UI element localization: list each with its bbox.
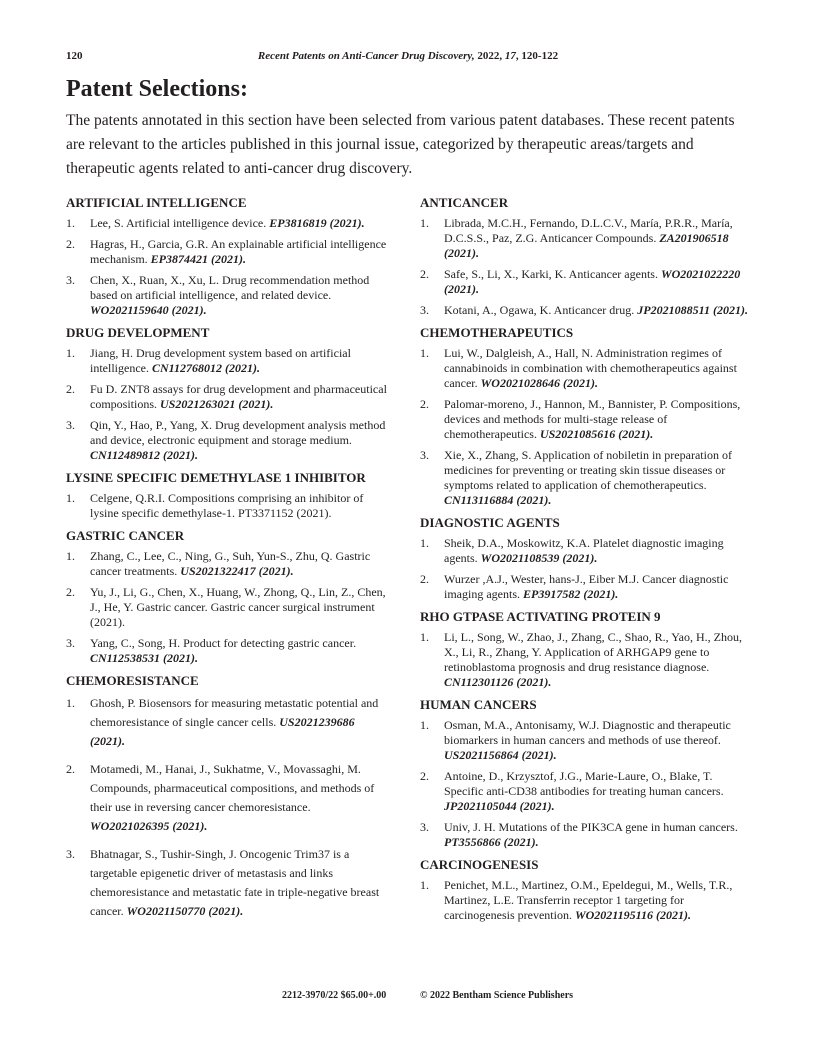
patent-number: WO2021195116 (2021).	[574, 908, 691, 922]
entry-citation: Yang, C., Song, H. Product for detecting gastric cancer.	[90, 636, 357, 650]
entry-citation: Chen, X., Ruan, X., Xu, L. Drug recommendation method based on artificial intelligence, and related device.	[90, 273, 370, 302]
patent-entry	[420, 878, 750, 923]
section-heading: DIAGNOSTIC AGENTS	[420, 515, 560, 530]
entry-citation: Penichet, M.L., Martinez, O.M., Epeldegui, M., Wells, T.R., Martinez, L.E. Transferrin receptor 1 targeting for carcinogenesis prevention.	[444, 878, 733, 922]
patent-entry	[66, 491, 388, 521]
patent-section	[420, 194, 750, 318]
entry-citation: Lee, S. Artificial intelligence device.	[90, 216, 270, 230]
patent-entry	[66, 346, 388, 376]
patent-section	[66, 324, 388, 463]
patent-number: CN112768012 (2021).	[151, 361, 260, 375]
entry-number: 1.	[420, 216, 429, 230]
entry-number: 2.	[420, 267, 429, 281]
entry-number: 1.	[420, 718, 429, 732]
patent-number: EP3874421 (2021).	[150, 252, 246, 266]
patent-number: WO2021108539 (2021).	[480, 551, 598, 565]
patent-number: ZA201906518 (2021).	[444, 231, 729, 260]
entry-citation: Fu D. ZNT8 assays for drug development and pharmaceutical compositions.	[90, 382, 387, 411]
entry-citation: Bhatnagar, S., Tushir-Singh, J. Oncogenic Trim37 is a targetable epigenetic driver of metastasis and links chemoresistance and metastatic fate in triple-negative breast cancer.	[90, 847, 380, 918]
entry-citation: Univ, J. H. Mutations of the PIK3CA gene in human cancers.	[444, 820, 738, 834]
patent-list	[66, 346, 388, 463]
left-column	[66, 194, 388, 930]
patent-list	[420, 630, 750, 690]
entry-number: 1.	[420, 878, 429, 892]
entry-citation: Zhang, C., Lee, C., Ning, G., Suh, Yun-S., Zhu, Q. Gastric cancer treatments.	[90, 549, 371, 578]
patent-section	[66, 672, 388, 921]
section-heading: ANTICANCER	[420, 195, 509, 210]
issn-price: 2212-3970/22 $65.00+.00	[282, 990, 387, 1001]
entry-number: 2.	[66, 585, 75, 599]
patent-entry	[420, 303, 750, 318]
patent-entry	[66, 216, 388, 231]
patent-entry	[420, 267, 750, 297]
section-heading: RHO GTPASE ACTIVATING PROTEIN 9	[420, 609, 661, 624]
patent-number: WO2021150770 (2021).	[126, 904, 244, 918]
patent-entry	[420, 397, 750, 442]
entry-citation: Qin, Y., Hao, P., Yang, X. Drug development analysis method and device, electronic equipment and storage medium.	[90, 418, 386, 447]
copyright-notice: © 2022 Bentham Science Publishers	[420, 990, 574, 1001]
section-heading: HUMAN CANCERS	[420, 697, 537, 712]
patent-section	[420, 856, 750, 923]
page-footer	[0, 990, 816, 1004]
patent-entry	[66, 549, 388, 579]
patent-number: US2021322417 (2021).	[180, 564, 294, 578]
patent-number: CN112538531 (2021).	[90, 651, 198, 665]
intro-paragraph: The patents annotated in this section have been selected from various patent databases. These recent patents are relevant to the articles published in this journal issue, categorized by therapeutic areas/targets and therapeutic agents related to anti-cancer drug discovery.	[66, 112, 735, 177]
entry-number: 3.	[66, 847, 75, 861]
entry-number: 2.	[420, 769, 429, 783]
entry-citation: Wurzer ,A.J., Wester, hans-J., Eiber M.J. Cancer diagnostic imaging agents.	[444, 572, 729, 601]
entry-number: 3.	[420, 820, 429, 834]
section-heading: DRUG DEVELOPMENT	[66, 325, 210, 340]
patent-number: EP3816819 (2021).	[269, 216, 365, 230]
entry-number: 3.	[420, 448, 429, 462]
entry-citation: Safe, S., Li, X., Karki, K. Anticancer agents.	[444, 267, 661, 281]
patent-section	[420, 608, 750, 690]
patent-number: WO2021159640 (2021).	[90, 303, 207, 317]
patent-entry	[66, 418, 388, 463]
patent-list	[66, 694, 388, 921]
patent-list	[66, 549, 388, 666]
page-title: Patent Selections:	[66, 76, 248, 102]
patent-entry	[66, 237, 388, 267]
patent-number: CN112301126 (2021).	[444, 675, 552, 689]
entry-number: 1.	[66, 346, 75, 360]
patent-entry	[420, 718, 750, 763]
entry-number: 3.	[66, 273, 75, 287]
patent-number: US2021156864 (2021).	[444, 748, 557, 762]
patent-section	[420, 514, 750, 602]
patent-number: US2021239686 (2021).	[90, 715, 355, 748]
patent-number: US2021085616 (2021).	[539, 427, 654, 441]
patent-list	[420, 346, 750, 508]
patent-list	[66, 216, 388, 318]
page-number: 120	[66, 50, 83, 62]
section-heading: LYSINE SPECIFIC DEMETHYLASE 1 INHIBITOR	[66, 470, 366, 485]
entry-number: 2.	[420, 572, 429, 586]
entry-citation: Jiang, H. Drug development system based on artificial intelligence.	[90, 346, 351, 375]
patent-entry	[66, 585, 388, 630]
patent-list	[420, 718, 750, 850]
patent-entry	[66, 694, 388, 751]
entry-number: 1.	[66, 549, 75, 563]
entry-citation: Yu, J., Li, G., Chen, X., Huang, W., Zhong, Q., Lin, Z., Chen, J., He, Y. Gastric cancer. Gastric cancer surgical instrument (2021).	[90, 585, 386, 629]
patent-number: CN113116884 (2021).	[444, 493, 552, 507]
patent-list	[66, 491, 388, 521]
entry-number: 2.	[66, 762, 75, 776]
entry-number: 1.	[420, 346, 429, 360]
entry-number: 1.	[66, 491, 75, 505]
patent-entry	[420, 820, 750, 850]
patent-number: JP2021105044 (2021).	[444, 799, 555, 813]
journal-volume: 17	[504, 50, 516, 62]
patent-section	[66, 469, 388, 521]
entry-number: 3.	[66, 636, 75, 650]
section-heading: ARTIFICIAL INTELLIGENCE	[66, 195, 247, 210]
patent-entry	[420, 630, 750, 690]
section-heading: CARCINOGENESIS	[420, 857, 539, 872]
entry-citation: Palomar-moreno, J., Hannon, M., Bannister, P. Compositions, devices and methods for multi-stage release of chemotherapeutics.	[444, 397, 741, 441]
entry-number: 2.	[420, 397, 429, 411]
patent-entry	[66, 760, 388, 836]
patent-entry	[420, 346, 750, 391]
patent-entry	[66, 845, 388, 921]
patent-number: WO2021026395 (2021).	[90, 819, 208, 833]
patent-entry	[420, 448, 750, 508]
entry-citation: Osman, M.A., Antonisamy, W.J. Diagnostic and therapeutic biomarkers in human cancers and methods of use thereof.	[444, 718, 731, 747]
right-column	[420, 194, 750, 929]
section-heading: GASTRIC CANCER	[66, 528, 185, 543]
patent-entry	[420, 769, 750, 814]
entry-citation: Li, L., Song, W., Zhao, J., Zhang, C., Shao, R., Yao, H., Zhou, X., Li, R., Zhang, Y. Application of ARHGAP9 gene to retinoblastoma prognosis and drug resistance diagnose.	[444, 630, 743, 674]
entry-citation: Xie, X., Zhang, S. Application of nobiletin in preparation of medicines for preventing or treating skin tissue diseases or symptoms related to application of chemotherapeutics.	[444, 448, 732, 492]
entry-citation: Motamedi, M., Hanai, J., Sukhatme, V., Movassaghi, M. Compounds, pharmaceutical compositions, and methods of their use in reversing cancer chemoresistance.	[90, 762, 375, 814]
journal-year: 2022,	[474, 50, 505, 62]
patent-entry	[420, 572, 750, 602]
patent-section	[420, 696, 750, 850]
journal-pages: , 120-122	[515, 50, 559, 62]
entry-citation: Celgene, Q.R.I. Compositions comprising an inhibitor of lysine specific demethylase-1. PT3371152 (2021).	[90, 491, 364, 520]
entry-number: 2.	[66, 237, 75, 251]
entry-number: 1.	[66, 216, 75, 230]
patent-number: EP3917582 (2021).	[522, 587, 619, 601]
patent-list	[420, 216, 750, 318]
entry-citation: Ghosh, P. Biosensors for measuring metastatic potential and chemoresistance of single cancer cells.	[90, 696, 379, 729]
entry-citation: Sheik, D.A., Moskowitz, K.A. Platelet diagnostic imaging agents.	[444, 536, 724, 565]
entry-citation: Lui, W., Dalgleish, A., Hall, N. Administration regimes of cannabinoids in combination with chemotherapeutics against cancer.	[444, 346, 737, 390]
patent-number: PT3556866 (2021).	[444, 835, 539, 849]
running-head	[66, 50, 750, 66]
journal-citation	[66, 50, 750, 62]
section-heading: CHEMOTHERAPEUTICS	[420, 325, 574, 340]
patent-entry	[66, 382, 388, 412]
entry-citation: Hagras, H., Garcia, G.R. An explainable artificial intelligence mechanism.	[90, 237, 387, 266]
section-heading: CHEMORESISTANCE	[66, 673, 199, 688]
entry-number: 3.	[66, 418, 75, 432]
patent-entry	[420, 536, 750, 566]
patent-list	[420, 536, 750, 602]
entry-number: 1.	[420, 630, 429, 644]
patent-number: US2021263021 (2021).	[160, 397, 274, 411]
patent-entry	[66, 273, 388, 318]
patent-number: CN112489812 (2021).	[90, 448, 198, 462]
patent-list	[420, 878, 750, 923]
patent-number: WO2021028646 (2021).	[480, 376, 598, 390]
patent-section	[420, 324, 750, 508]
entry-citation: Librada, M.C.H., Fernando, D.L.C.V., María, P.R.R., María, D.C.S.S., Paz, Z.G. Anticancer Compounds.	[444, 216, 733, 245]
entry-citation: Kotani, A., Ogawa, K. Anticancer drug.	[444, 303, 638, 317]
entry-number: 1.	[66, 696, 75, 710]
patent-number: JP2021088511 (2021).	[637, 303, 748, 317]
entry-number: 2.	[66, 382, 75, 396]
entry-number: 1.	[420, 536, 429, 550]
journal-name: Recent Patents on Anti-Cancer Drug Discovery,	[257, 50, 475, 62]
patent-number: WO2021022220 (2021).	[444, 267, 741, 296]
patent-section	[66, 527, 388, 666]
patent-entry	[420, 216, 750, 261]
entry-citation: Antoine, D., Krzysztof, J.G., Marie-Laure, O., Blake, T. Specific anti-CD38 antibodies for treating human cancers.	[444, 769, 724, 798]
patent-entry	[66, 636, 388, 666]
entry-number: 3.	[420, 303, 429, 317]
patent-section	[66, 194, 388, 318]
